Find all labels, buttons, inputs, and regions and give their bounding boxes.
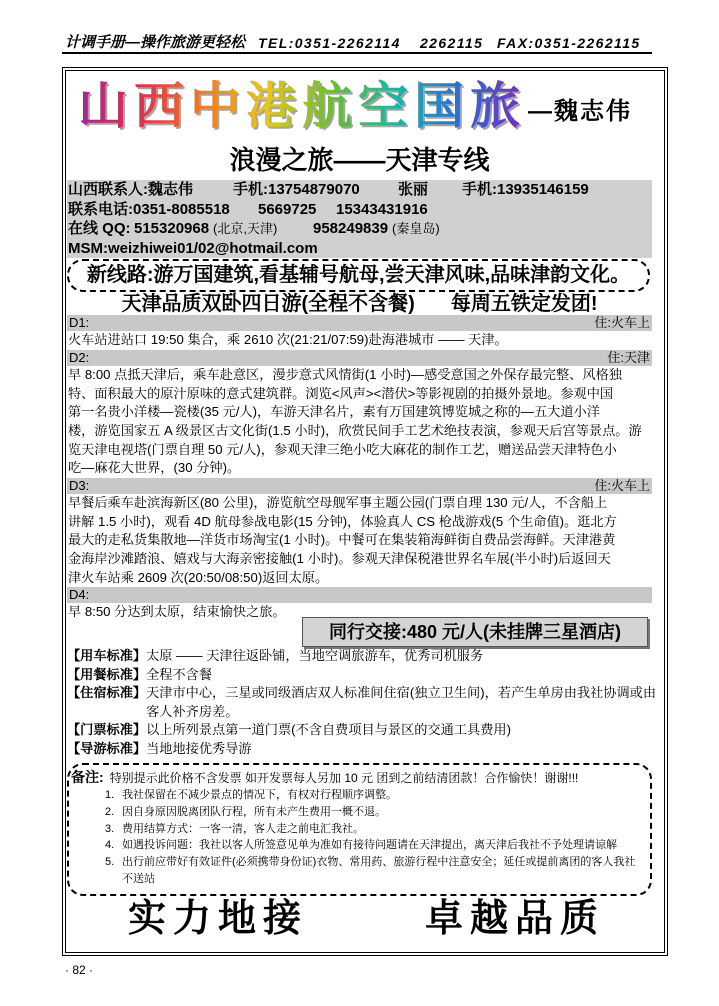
header-tel-2: 2262115	[420, 35, 484, 51]
header-tel: TEL:0351-2262114	[258, 35, 401, 51]
itinerary-line: 特、面积最大的原汁原味的意式建筑群。浏览<风声><潜伏>等影视剧的拍摄外景地。参观中国	[68, 385, 614, 401]
day-1-stay: 住:火车上	[594, 315, 650, 330]
qq-note-2: (秦皇岛)	[392, 221, 440, 236]
tour-name: 天津品质双卧四日游(全程不含餐)	[121, 293, 415, 315]
itinerary-line: 早 8:50 分达到太原，结束愉快之旅。	[68, 604, 286, 619]
day-4-label: D4:	[69, 587, 90, 602]
standard-label: 【用车标准】	[67, 648, 147, 663]
day-3-label: D3:	[69, 478, 90, 493]
standard-text: 天津市中心，三星或同级酒店双人标准间住宿(独立卫生间)，若产生单房由我社协调或由客人补齐房差。	[146, 685, 657, 719]
note-item	[105, 821, 638, 838]
standard-text: 当地地接优秀导游	[146, 740, 252, 756]
page-header	[62, 33, 652, 54]
standard-tickets	[67, 721, 659, 740]
itinerary-line: 津火车站乘 2609 次(20:50/08:50)返回太原。	[68, 569, 329, 585]
contact-phone: 联系电话:0351-8085518	[68, 200, 230, 218]
note-number: 5.	[105, 856, 115, 869]
note-text: 出行前应带好有效证件(必须携带身份证)衣物、常用药、旅游行程中注意安全；延任或提前离团的客人我社不送站	[122, 856, 636, 885]
qq-number-1: 515320968	[134, 220, 210, 237]
trade-price-box: 同行交接:480 元/人(未挂牌三星酒店)	[302, 617, 648, 647]
contact-row-3	[67, 219, 652, 239]
standard-meals	[67, 666, 659, 685]
itinerary-line: 最大的走私货集散地—洋货市场淘宝(1 小时)。中餐可在集装箱海鲜街自费品尝海鲜。天津港黄	[68, 532, 616, 548]
qq-number-2: 958249839	[313, 220, 389, 237]
standard-transport	[67, 647, 659, 666]
day-1-itinerary	[68, 331, 652, 350]
contact-band	[67, 180, 652, 258]
page-number: · 82 ·	[65, 963, 94, 977]
page-title: 浪漫之旅——天津专线	[229, 145, 490, 175]
contact-row-4	[67, 239, 652, 259]
logo-signature: —魏志伟	[528, 98, 632, 125]
note-text: 我社保留在不减少景点的情况下，有权对行程顺序调整。	[122, 789, 397, 801]
standard-label: 【导游标准】	[67, 740, 147, 756]
notes-header	[71, 768, 578, 787]
contact-mobile-1: 手机:13754879070	[233, 181, 360, 198]
note-text: 因自身原因脱离团队行程，所有未产生费用一概不退。	[122, 805, 386, 818]
standard-guide	[67, 740, 659, 759]
contact-person-2: 张丽	[398, 181, 429, 198]
tour-schedule: 每周五铁定发团!	[450, 293, 598, 315]
itinerary-line: 早餐后乘车赴滨海新区(80 公里)，游览航空母舰军事主题公园(门票自理 130 元/人，不含船上	[68, 495, 608, 510]
notes-box	[67, 763, 652, 896]
notes-list	[105, 787, 638, 888]
standard-text: 全程不含餐	[146, 666, 213, 682]
itinerary-line: 第一名贵小洋楼—瓷楼(35 元/人)，车游天津名片，素有万国建筑博览城之称的—五大道小洋	[68, 404, 600, 420]
standard-label: 【门票标准】	[67, 722, 147, 737]
contact-person-1: 山西联系人:魏志伟	[68, 181, 193, 198]
contact-row-1	[67, 180, 652, 200]
contact-phone-3: 15343431916	[336, 200, 428, 218]
day-3-itinerary	[68, 494, 652, 587]
day-1-label: D1:	[69, 315, 90, 330]
standard-label: 【用餐标准】	[67, 666, 147, 682]
day-2-bar	[67, 350, 652, 366]
note-text: 如遇投诉问题：我社以客人所签意见单为准如有接待问题请在天津提出，离天津后我社不予处理请谅解	[122, 839, 617, 852]
qq-note-1: (北京,天津)	[213, 221, 278, 236]
contact-phone-2: 5669725	[258, 200, 317, 218]
note-item	[105, 804, 638, 821]
contact-row-2	[67, 200, 652, 220]
footer-slogan-right: 卓越品质	[425, 895, 606, 940]
header-title: 计调手册—操作旅游更轻松	[65, 34, 246, 51]
notes-label: 备注:	[71, 769, 104, 785]
notes-intro: 特别提示此价格不含发票 如开发票每人另加 10 元 团到之前结清团款！合作愉快！谢谢!!!	[109, 771, 579, 785]
standard-label: 【住宿标准】	[67, 685, 147, 700]
tour-heading	[67, 293, 652, 315]
day-4-bar	[67, 587, 652, 603]
msn-address: MSM:weizhiwei01/02@hotmail.com	[68, 239, 318, 257]
note-number: 3.	[105, 822, 115, 835]
footer-slogan-left: 实力地接	[128, 895, 309, 940]
day-3-bar	[67, 478, 652, 494]
itinerary-line: 火车站进站口 19:50 集合，乘 2610 次(21:21/07:59)赴海港城市 —— 天津。	[68, 332, 508, 347]
standard-text: 以上所列景点第一道门票(不含自费项目与景区的交通工具费用)	[146, 722, 511, 737]
standard-accommodation	[67, 684, 659, 721]
service-standards	[67, 647, 659, 758]
note-item	[105, 787, 638, 804]
note-text: 费用结算方式：一客一清，客人走之前电汇我社。	[122, 822, 364, 835]
standard-text: 太原 —— 天津往返卧铺，当地空调旅游车，优秀司机服务	[146, 648, 484, 663]
day-2-itinerary	[68, 366, 652, 478]
day-1-bar	[67, 315, 652, 331]
note-number: 1.	[105, 789, 115, 801]
header-fax: FAX:0351-2262115	[497, 35, 641, 51]
note-number: 4.	[105, 839, 115, 852]
note-item	[105, 837, 638, 854]
day-3-stay: 住:火车上	[594, 478, 650, 493]
note-number: 2.	[105, 805, 115, 818]
note-item	[105, 854, 638, 888]
itinerary-line: 讲解 1.5 小时)，观看 4D 航母参战电影(15 分钟)，体验真人 CS 枪战游戏(5 个生命值)。逛北方	[68, 513, 617, 529]
day-2-label: D2:	[69, 350, 90, 365]
itinerary-line: 吃—麻花大世界，(30 分钟)。	[68, 460, 241, 476]
itinerary-line: 金海岸沙滩踏浪、嬉戏与大海亲密接触(1 小时)。参观天津保税港世界名车展(半小时)后返回天	[68, 551, 611, 567]
itinerary-line: 览天津电视塔(门票自理 50 元/人)，参观天津三绝小吃大麻花的制作工艺，赠送品尝天津特色小	[68, 441, 617, 457]
day-2-stay: 住:天津	[607, 350, 650, 365]
agency-logo: 山西中港航空国旅	[78, 74, 526, 138]
itinerary-line: 早 8:00 点抵天津后，乘车赴意区，漫步意式风情街(1 小时)—感受意国之外保存最完整、风格独	[68, 367, 622, 382]
contact-mobile-2: 手机:13935146159	[462, 181, 589, 198]
itinerary-line: 楼，游览国家五 A 级景区古文化街(1.5 小时)，欣赏民间手工艺术绝技表演，参观天后宫等景点。游	[68, 423, 642, 439]
qq-label: 在线 QQ:	[68, 220, 131, 237]
route-slogan: 新线路:游万国建筑,看基辅号航母,尝天津风味,品味津韵文化。	[67, 259, 650, 292]
